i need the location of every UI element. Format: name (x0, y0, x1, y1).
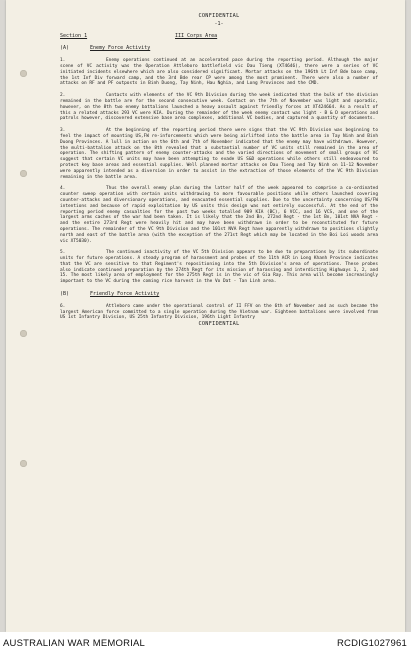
archive-name: AUSTRALIAN WAR MEMORIAL (3, 638, 146, 649)
paragraph-number: 2. (60, 93, 66, 99)
part-b-heading (60, 292, 378, 298)
part-b-title: Friendly Force Activity (90, 291, 160, 298)
paragraph-text: Attleboro came under the operational control of II FFV on the 6th of November and as such became the largest American force committed to a single operation during the Vietnam war. Eighteen battalions were involved from US 1st Infantry Division, US 25th Infantry Division, 196th Light Infantry (60, 303, 378, 321)
paragraph-number: 1. (60, 58, 66, 64)
paragraph-3 (60, 128, 378, 180)
paragraph-4 (60, 186, 378, 244)
document-page (6, 0, 405, 632)
paragraph-number: 4. (60, 186, 66, 192)
paragraph-1 (60, 58, 378, 87)
part-b-label: (B) (60, 291, 70, 298)
classification-bottom: CONFIDENTIAL (198, 321, 240, 328)
punch-hole (20, 70, 27, 77)
paragraph-text: Enemy operations continued at an accelerated pace during the reporting period. Although the major scene of VC activity was the Operation Attleboro battlefield vic Dau Tieng (XT4646), there were a series of VC initiated incidents elsewhere which are also considered significant. Mortar attacks on the 196th Lt Inf Bde base camp, the 1st Inf Div forward camp, and the 3rd Bde rear CP were among the most prominent. There were also a number of attacks on RF and PF outposts in Binh Duong, Tay Ninh, Hau Nghia, and Long Provinces and the CMD. (60, 58, 378, 87)
document-body (60, 6, 378, 328)
paragraph-5 (60, 250, 378, 285)
part-a-heading (60, 46, 378, 52)
paragraph-number: 6. (60, 303, 66, 309)
punch-holes (20, 0, 30, 632)
punch-hole (20, 330, 27, 337)
paragraph-text: The continued inactivity of the VC 5th Division appears to be due to preparations by its subordinate units for future operations. A steady program of harassment and probes of the 11th ACR in Long Khanh Province indicates that the VC are sensitive to that Regiment's repositioning into the 5th Division's area of operations. These probes also indicate continued preparation by the 274th Regt for its mission of harassing and interdicting Highways 1, 2, and 15. The most likely area of employment for the 275th Regt is in the vic of Gia Ray. This area will become increasingly important to the VC during the coming rice harvest in the Vo Dat - Tan Linh area. (60, 250, 378, 285)
paragraph-number: 3. (60, 128, 66, 134)
archive-footer (0, 632, 411, 654)
part-a-title: Enemy Force Activity (90, 45, 151, 52)
section-heading (60, 34, 378, 40)
part-a-label: (A) (60, 45, 70, 52)
paragraph-6 (60, 304, 378, 321)
punch-hole (20, 460, 27, 467)
record-reference: RCDIG1027961 (337, 638, 407, 649)
punch-hole (20, 170, 27, 177)
paragraph-text: Thus the overall enemy plan during the latter half of the week appeared to comprise a co-ordinated counter sweep operation with certain units withdrawing to more favourable positions while others launched covering counter-attacks and diversionary operations, and evacuated essential supplies. Due to the uncertainty concerning US/FW intentions and because of rapid exploitation by US units this design was not entirely successful. At the end of the reporting period enemy casualties for the past two weeks totalled 909 KIA (BC), 6 VCC, and 16 VCS, and one of the largest arms caches of the war had been taken. It is likely that the 2nd Bn, 272nd Regt - the 1st Bn, 101st NVA Regt - and the entire 273rd Regt were heavily hit and may have been withdrawn in order to be reconstituted for future operations. The remainder of the VC 9th Division and the 101st NVA Regt have apparently withdrawn to positions slightly north and east of the battle area (with the exception of the 271st Regt which may be located in the Boi Loi woods area vic XT5030). (60, 186, 378, 244)
classification-top: CONFIDENTIAL (198, 13, 240, 19)
paragraph-text: Contacts with elements of the VC 9th Division during the week indicated that the bulk of the division remained in the battle are for the second consecutive week. Contact on the 7th of November was light and sporadic, however, on the 8th two enemy battalions launched a heavy assault against friendly forces at XT424664. As a result of this a related attacks 293 VC were KIA. During the remainder of the week enemy contact was light - B & D operations and patrols however, discovered extensive base area complexes, additional VC bodies, and captured a quantity of documents. (60, 93, 378, 122)
page-number: -1- (214, 20, 224, 27)
section-label: Section 1 (60, 32, 88, 39)
paragraph-number: 5. (60, 250, 66, 256)
paragraph-2 (60, 93, 378, 122)
paragraph-text: At the beginning of the reporting period there were signs that the VC 9th Division was beginning to feel the impact of mounting US,FW re-inforcements which were being airlifted into the battle area in Tay Ninh and Binh Duong Provinces. A lull in action on the 6th and 7th of November indicated that the enemy may have withdrawn. However, the multi-battalion attack on the 8th revealed that a substantial number of VC units still remained in the area of operation. The shifting pattern of enemy counter-attacks and the varied directions of movement of small groups of VC suggest that certain VC units may have been attempting to evade US S&D operations while others still endeavoured to protect key base areas and essential supplies. Well planned mortar attacks on Dau Tieng and Tay Ninh on 11-12 November were apparently intended as a diversion in order to assist in the extraction of those elements of the VC 9th Division remaining in the battle area. (60, 128, 378, 180)
area-label: III Corps Area (175, 32, 218, 39)
